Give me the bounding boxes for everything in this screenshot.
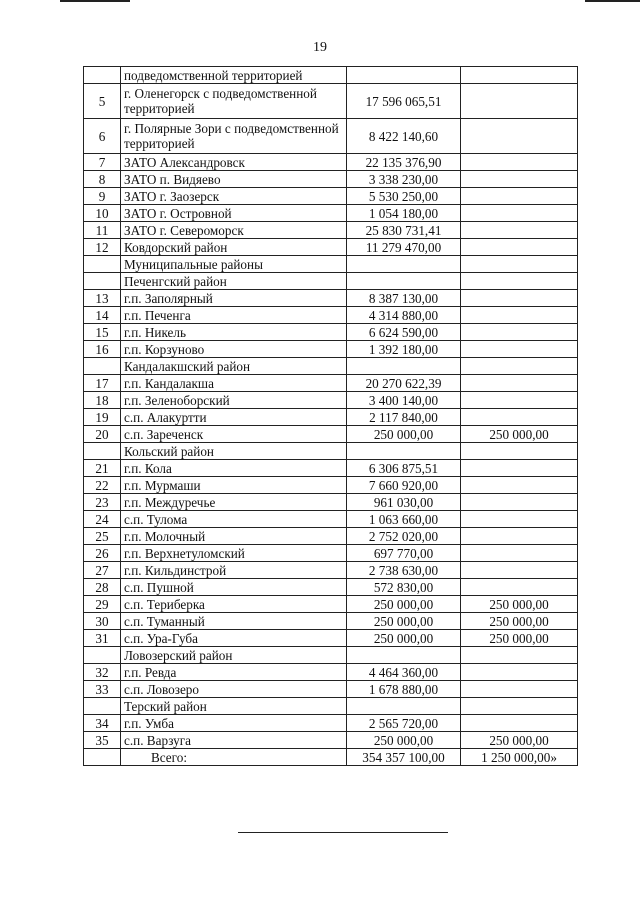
name-cell: г.п. Корзуново	[121, 341, 347, 358]
name-cell: г.п. Молочный	[121, 528, 347, 545]
name-cell: ЗАТО г. Североморск	[121, 222, 347, 239]
special-amount-cell	[461, 188, 578, 205]
top-edge-mark-left	[60, 0, 130, 2]
row-number-cell	[84, 749, 121, 766]
amount-cell: 1 392 180,00	[347, 341, 461, 358]
table-body	[84, 67, 578, 766]
name-cell: Терский район	[121, 698, 347, 715]
special-amount-cell	[461, 664, 578, 681]
amount-cell: 4 314 880,00	[347, 307, 461, 324]
row-number-cell: 11	[84, 222, 121, 239]
name-cell: г.п. Верхнетуломский	[121, 545, 347, 562]
special-amount-cell: 250 000,00	[461, 630, 578, 647]
special-amount-cell	[461, 171, 578, 188]
special-amount-cell	[461, 494, 578, 511]
name-cell: ЗАТО Александровск	[121, 154, 347, 171]
row-number-cell: 6	[84, 119, 121, 154]
row-number-cell: 30	[84, 613, 121, 630]
table-row	[84, 375, 578, 392]
row-number-cell: 29	[84, 596, 121, 613]
amount-cell	[347, 647, 461, 664]
row-number-cell	[84, 698, 121, 715]
row-number-cell: 26	[84, 545, 121, 562]
special-amount-cell	[461, 409, 578, 426]
amount-cell: 697 770,00	[347, 545, 461, 562]
amount-cell: 4 464 360,00	[347, 664, 461, 681]
table-row	[84, 154, 578, 171]
footer-separator-line	[238, 832, 448, 833]
amount-cell: 354 357 100,00	[347, 749, 461, 766]
special-amount-cell	[461, 443, 578, 460]
row-number-cell: 17	[84, 375, 121, 392]
amount-cell: 250 000,00	[347, 613, 461, 630]
row-number-cell: 5	[84, 84, 121, 119]
special-amount-cell: 250 000,00	[461, 732, 578, 749]
row-number-cell: 13	[84, 290, 121, 307]
table-row	[84, 698, 578, 715]
name-cell: г. Оленегорск с подведомственной территорией	[121, 84, 347, 119]
amount-cell	[347, 443, 461, 460]
special-amount-cell	[461, 222, 578, 239]
amount-cell	[347, 256, 461, 273]
special-amount-cell: 250 000,00	[461, 613, 578, 630]
name-cell: г.п. Междуречье	[121, 494, 347, 511]
table-row	[84, 426, 578, 443]
special-amount-cell	[461, 154, 578, 171]
row-number-cell: 35	[84, 732, 121, 749]
table-row	[84, 341, 578, 358]
table-row	[84, 647, 578, 664]
row-number-cell: 28	[84, 579, 121, 596]
table-row	[84, 511, 578, 528]
special-amount-cell	[461, 545, 578, 562]
row-number-cell: 10	[84, 205, 121, 222]
table-row	[84, 290, 578, 307]
special-amount-cell	[461, 205, 578, 222]
special-amount-cell	[461, 460, 578, 477]
name-cell: подведомственной территорией	[121, 67, 347, 84]
table-row	[84, 562, 578, 579]
special-amount-cell	[461, 511, 578, 528]
amount-cell: 250 000,00	[347, 630, 461, 647]
row-number-cell: 21	[84, 460, 121, 477]
name-cell: с.п. Туманный	[121, 613, 347, 630]
row-number-cell: 18	[84, 392, 121, 409]
name-cell: г. Полярные Зори с подведомственной территорией	[121, 119, 347, 154]
table-row	[84, 392, 578, 409]
amount-cell: 1 063 660,00	[347, 511, 461, 528]
special-amount-cell	[461, 273, 578, 290]
row-number-cell: 34	[84, 715, 121, 732]
special-amount-cell	[461, 307, 578, 324]
table-row	[84, 579, 578, 596]
name-cell: Муниципальные районы	[121, 256, 347, 273]
amount-cell: 25 830 731,41	[347, 222, 461, 239]
name-cell: г.п. Зеленоборский	[121, 392, 347, 409]
table-row	[84, 171, 578, 188]
special-amount-cell	[461, 562, 578, 579]
row-number-cell: 19	[84, 409, 121, 426]
top-edge-mark-right	[585, 0, 640, 2]
table-row	[84, 256, 578, 273]
special-amount-cell	[461, 392, 578, 409]
name-cell: с.п. Зареченск	[121, 426, 347, 443]
amount-cell: 961 030,00	[347, 494, 461, 511]
amount-cell: 3 338 230,00	[347, 171, 461, 188]
name-cell: г.п. Кильдинстрой	[121, 562, 347, 579]
special-amount-cell	[461, 119, 578, 154]
amount-cell: 1 678 880,00	[347, 681, 461, 698]
special-amount-cell	[461, 715, 578, 732]
special-amount-cell	[461, 239, 578, 256]
total-row	[84, 749, 578, 766]
row-number-cell	[84, 273, 121, 290]
name-cell: ЗАТО п. Видяево	[121, 171, 347, 188]
name-cell: г.п. Кандалакша	[121, 375, 347, 392]
special-amount-cell	[461, 256, 578, 273]
table-row	[84, 358, 578, 375]
special-amount-cell: 250 000,00	[461, 596, 578, 613]
name-cell: ЗАТО г. Островной	[121, 205, 347, 222]
special-amount-cell	[461, 324, 578, 341]
name-cell: Кандалакшский район	[121, 358, 347, 375]
special-amount-cell	[461, 67, 578, 84]
special-amount-cell	[461, 698, 578, 715]
table-row	[84, 239, 578, 256]
table-row	[84, 324, 578, 341]
table-row	[84, 477, 578, 494]
table-row	[84, 273, 578, 290]
row-number-cell	[84, 358, 121, 375]
amount-cell: 7 660 920,00	[347, 477, 461, 494]
name-cell: Кольский район	[121, 443, 347, 460]
name-cell: ЗАТО г. Заозерск	[121, 188, 347, 205]
amount-cell: 3 400 140,00	[347, 392, 461, 409]
table-row	[84, 664, 578, 681]
row-number-cell: 9	[84, 188, 121, 205]
amount-cell: 22 135 376,90	[347, 154, 461, 171]
name-cell: с.п. Варзуга	[121, 732, 347, 749]
row-number-cell: 25	[84, 528, 121, 545]
row-number-cell: 33	[84, 681, 121, 698]
row-number-cell	[84, 67, 121, 84]
name-cell: г.п. Мурмаши	[121, 477, 347, 494]
budget-allocation-table	[83, 66, 578, 766]
amount-cell: 8 387 130,00	[347, 290, 461, 307]
name-cell: Ковдорский район	[121, 239, 347, 256]
table-row	[84, 460, 578, 477]
row-number-cell: 22	[84, 477, 121, 494]
amount-cell: 5 530 250,00	[347, 188, 461, 205]
row-number-cell: 7	[84, 154, 121, 171]
table-row	[84, 528, 578, 545]
name-cell: г.п. Заполярный	[121, 290, 347, 307]
name-cell: г.п. Кола	[121, 460, 347, 477]
special-amount-cell	[461, 375, 578, 392]
special-amount-cell: 1 250 000,00»	[461, 749, 578, 766]
special-amount-cell	[461, 528, 578, 545]
amount-cell: 2 752 020,00	[347, 528, 461, 545]
row-number-cell: 20	[84, 426, 121, 443]
table-row	[84, 545, 578, 562]
special-amount-cell: 250 000,00	[461, 426, 578, 443]
special-amount-cell	[461, 341, 578, 358]
name-cell: Печенгский район	[121, 273, 347, 290]
name-cell: г.п. Печенга	[121, 307, 347, 324]
name-cell: г.п. Никель	[121, 324, 347, 341]
table-row	[84, 681, 578, 698]
amount-cell: 8 422 140,60	[347, 119, 461, 154]
special-amount-cell	[461, 681, 578, 698]
amount-cell: 2 738 630,00	[347, 562, 461, 579]
row-number-cell: 16	[84, 341, 121, 358]
amount-cell	[347, 273, 461, 290]
amount-cell: 17 596 065,51	[347, 84, 461, 119]
table-row	[84, 119, 578, 154]
amount-cell: 572 830,00	[347, 579, 461, 596]
name-cell: Ловозерский район	[121, 647, 347, 664]
amount-cell: 6 306 875,51	[347, 460, 461, 477]
name-cell: с.п. Териберка	[121, 596, 347, 613]
amount-cell	[347, 698, 461, 715]
row-number-cell: 24	[84, 511, 121, 528]
table-row	[84, 715, 578, 732]
table-row	[84, 67, 578, 84]
row-number-cell: 12	[84, 239, 121, 256]
table-row	[84, 443, 578, 460]
table-row	[84, 732, 578, 749]
page-number: 19	[313, 40, 327, 55]
amount-cell: 20 270 622,39	[347, 375, 461, 392]
table-row	[84, 84, 578, 119]
name-cell: с.п. Тулома	[121, 511, 347, 528]
special-amount-cell	[461, 84, 578, 119]
table-row	[84, 205, 578, 222]
row-number-cell: 23	[84, 494, 121, 511]
special-amount-cell	[461, 477, 578, 494]
row-number-cell: 8	[84, 171, 121, 188]
row-number-cell	[84, 647, 121, 664]
special-amount-cell	[461, 579, 578, 596]
amount-cell	[347, 358, 461, 375]
amount-cell: 11 279 470,00	[347, 239, 461, 256]
row-number-cell: 27	[84, 562, 121, 579]
amount-cell: 6 624 590,00	[347, 324, 461, 341]
amount-cell	[347, 67, 461, 84]
row-number-cell	[84, 443, 121, 460]
name-cell: с.п. Ура-Губа	[121, 630, 347, 647]
table-row	[84, 188, 578, 205]
row-number-cell: 15	[84, 324, 121, 341]
name-cell: с.п. Ловозеро	[121, 681, 347, 698]
name-cell: г.п. Умба	[121, 715, 347, 732]
row-number-cell: 32	[84, 664, 121, 681]
name-cell: с.п. Пушной	[121, 579, 347, 596]
name-cell: Всего:	[121, 749, 347, 766]
amount-cell: 1 054 180,00	[347, 205, 461, 222]
table-row	[84, 307, 578, 324]
table-row	[84, 630, 578, 647]
table-row	[84, 409, 578, 426]
name-cell: г.п. Ревда	[121, 664, 347, 681]
row-number-cell: 14	[84, 307, 121, 324]
special-amount-cell	[461, 358, 578, 375]
amount-cell: 2 117 840,00	[347, 409, 461, 426]
table-row	[84, 494, 578, 511]
special-amount-cell	[461, 647, 578, 664]
amount-cell: 2 565 720,00	[347, 715, 461, 732]
row-number-cell: 31	[84, 630, 121, 647]
amount-cell: 250 000,00	[347, 732, 461, 749]
row-number-cell	[84, 256, 121, 273]
table-row	[84, 222, 578, 239]
table-row	[84, 613, 578, 630]
amount-cell: 250 000,00	[347, 596, 461, 613]
amount-cell: 250 000,00	[347, 426, 461, 443]
table-row	[84, 596, 578, 613]
special-amount-cell	[461, 290, 578, 307]
name-cell: с.п. Алакуртти	[121, 409, 347, 426]
